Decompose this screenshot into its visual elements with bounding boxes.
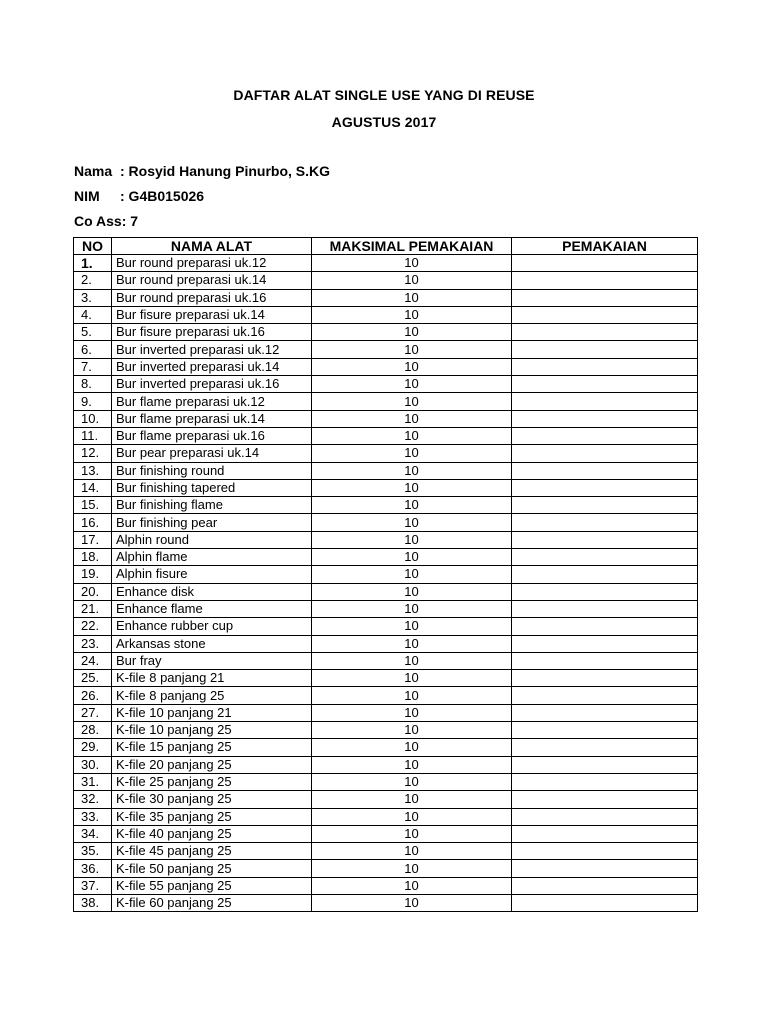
- tool-name-cell: Enhance flame: [112, 600, 312, 617]
- usage-cell: [512, 722, 698, 739]
- header-no: NO: [74, 238, 112, 255]
- max-usage-cell: 10: [312, 358, 512, 375]
- row-number-cell: 8.: [74, 376, 112, 393]
- usage-cell: [512, 479, 698, 496]
- info-nim: [74, 188, 204, 204]
- table-row: [74, 255, 698, 272]
- usage-cell: [512, 341, 698, 358]
- tool-usage-table: [73, 237, 698, 912]
- tool-name-cell: K-file 35 panjang 25: [112, 808, 312, 825]
- max-usage-cell: 10: [312, 427, 512, 444]
- max-usage-cell: 10: [312, 549, 512, 566]
- max-usage-cell: 10: [312, 393, 512, 410]
- tool-name-cell: Alphin flame: [112, 549, 312, 566]
- table-row: [74, 843, 698, 860]
- usage-cell: [512, 791, 698, 808]
- max-usage-cell: 10: [312, 687, 512, 704]
- row-number-cell: 4.: [74, 306, 112, 323]
- tool-name-cell: K-file 60 panjang 25: [112, 894, 312, 911]
- usage-cell: [512, 635, 698, 652]
- tool-name-cell: Bur finishing flame: [112, 497, 312, 514]
- table-row: [74, 687, 698, 704]
- row-number-cell: 13.: [74, 462, 112, 479]
- usage-cell: [512, 652, 698, 669]
- table-row: [74, 635, 698, 652]
- usage-cell: [512, 376, 698, 393]
- usage-cell: [512, 358, 698, 375]
- table-row: [74, 306, 698, 323]
- max-usage-cell: 10: [312, 324, 512, 341]
- max-usage-cell: 10: [312, 531, 512, 548]
- table-row: [74, 393, 698, 410]
- table-row: [74, 618, 698, 635]
- row-number-cell: 33.: [74, 808, 112, 825]
- table-row: [74, 531, 698, 548]
- usage-cell: [512, 704, 698, 721]
- nama-value: : Rosyid Hanung Pinurbo, S.KG: [120, 163, 330, 179]
- max-usage-cell: 10: [312, 462, 512, 479]
- tool-name-cell: Bur fray: [112, 652, 312, 669]
- usage-cell: [512, 289, 698, 306]
- usage-cell: [512, 445, 698, 462]
- info-nama: [74, 163, 330, 179]
- usage-cell: [512, 618, 698, 635]
- max-usage-cell: 10: [312, 808, 512, 825]
- table-row: [74, 289, 698, 306]
- row-number-cell: 18.: [74, 549, 112, 566]
- tool-name-cell: K-file 8 panjang 25: [112, 687, 312, 704]
- row-number-cell: 36.: [74, 860, 112, 877]
- max-usage-cell: 10: [312, 376, 512, 393]
- table-row: [74, 739, 698, 756]
- table-row: [74, 756, 698, 773]
- coass-label: Co Ass: [74, 213, 122, 229]
- max-usage-cell: 10: [312, 670, 512, 687]
- usage-cell: [512, 497, 698, 514]
- table-row: [74, 894, 698, 911]
- nim-label: NIM: [74, 188, 100, 204]
- tool-name-cell: Bur finishing tapered: [112, 479, 312, 496]
- row-number-cell: 7.: [74, 358, 112, 375]
- tool-name-cell: Bur finishing round: [112, 462, 312, 479]
- table-row: [74, 652, 698, 669]
- max-usage-cell: 10: [312, 583, 512, 600]
- tool-name-cell: Enhance rubber cup: [112, 618, 312, 635]
- usage-cell: [512, 773, 698, 790]
- row-number-cell: 28.: [74, 722, 112, 739]
- max-usage-cell: 10: [312, 773, 512, 790]
- row-number-cell: 11.: [74, 427, 112, 444]
- row-number-cell: 20.: [74, 583, 112, 600]
- table-row: [74, 358, 698, 375]
- table-row: [74, 427, 698, 444]
- row-number-cell: 32.: [74, 791, 112, 808]
- usage-cell: [512, 272, 698, 289]
- table-row: [74, 773, 698, 790]
- max-usage-cell: 10: [312, 739, 512, 756]
- usage-cell: [512, 427, 698, 444]
- table-row: [74, 860, 698, 877]
- table-row: [74, 549, 698, 566]
- usage-cell: [512, 549, 698, 566]
- header-maksimal-pemakaian: MAKSIMAL PEMAKAIAN: [312, 238, 512, 255]
- table-row: [74, 479, 698, 496]
- table-row: [74, 877, 698, 894]
- tool-name-cell: Alphin fisure: [112, 566, 312, 583]
- tool-name-cell: Enhance disk: [112, 583, 312, 600]
- usage-cell: [512, 410, 698, 427]
- tool-name-cell: K-file 10 panjang 21: [112, 704, 312, 721]
- coass-value: : 7: [121, 213, 139, 229]
- usage-cell: [512, 462, 698, 479]
- max-usage-cell: 10: [312, 255, 512, 272]
- table-row: [74, 445, 698, 462]
- table-row: [74, 722, 698, 739]
- table-row: [74, 566, 698, 583]
- usage-cell: [512, 843, 698, 860]
- max-usage-cell: 10: [312, 635, 512, 652]
- tool-name-cell: K-file 10 panjang 25: [112, 722, 312, 739]
- table-row: [74, 376, 698, 393]
- usage-cell: [512, 894, 698, 911]
- tool-name-cell: K-file 55 panjang 25: [112, 877, 312, 894]
- row-number-cell: 12.: [74, 445, 112, 462]
- row-number-cell: 31.: [74, 773, 112, 790]
- usage-cell: [512, 306, 698, 323]
- usage-cell: [512, 808, 698, 825]
- tool-name-cell: Bur finishing pear: [112, 514, 312, 531]
- max-usage-cell: 10: [312, 618, 512, 635]
- max-usage-cell: 10: [312, 479, 512, 496]
- max-usage-cell: 10: [312, 860, 512, 877]
- usage-cell: [512, 860, 698, 877]
- row-number-cell: 23.: [74, 635, 112, 652]
- max-usage-cell: 10: [312, 514, 512, 531]
- table-row: [74, 808, 698, 825]
- max-usage-cell: 10: [312, 843, 512, 860]
- max-usage-cell: 10: [312, 272, 512, 289]
- row-number-cell: 26.: [74, 687, 112, 704]
- header-pemakaian: PEMAKAIAN: [512, 238, 698, 255]
- row-number-cell: 3.: [74, 289, 112, 306]
- table-row: [74, 704, 698, 721]
- max-usage-cell: 10: [312, 791, 512, 808]
- row-number-cell: 38.: [74, 894, 112, 911]
- usage-cell: [512, 877, 698, 894]
- tool-name-cell: K-file 30 panjang 25: [112, 791, 312, 808]
- tool-name-cell: Bur inverted preparasi uk.12: [112, 341, 312, 358]
- table-row: [74, 497, 698, 514]
- row-number-cell: 30.: [74, 756, 112, 773]
- usage-cell: [512, 825, 698, 842]
- table-row: [74, 272, 698, 289]
- row-number-cell: 19.: [74, 566, 112, 583]
- tool-name-cell: K-file 15 panjang 25: [112, 739, 312, 756]
- tool-name-cell: Bur inverted preparasi uk.14: [112, 358, 312, 375]
- usage-cell: [512, 687, 698, 704]
- table-body: [74, 255, 698, 912]
- tool-name-cell: Alphin round: [112, 531, 312, 548]
- row-number-cell: 25.: [74, 670, 112, 687]
- row-number-cell: 37.: [74, 877, 112, 894]
- row-number-cell: 29.: [74, 739, 112, 756]
- usage-cell: [512, 670, 698, 687]
- tool-name-cell: Bur round preparasi uk.12: [112, 255, 312, 272]
- row-number-cell: 9.: [74, 393, 112, 410]
- row-number-cell: 27.: [74, 704, 112, 721]
- max-usage-cell: 10: [312, 341, 512, 358]
- row-number-cell: 16.: [74, 514, 112, 531]
- document-title: DAFTAR ALAT SINGLE USE YANG DI REUSE: [233, 87, 535, 103]
- usage-cell: [512, 600, 698, 617]
- table-row: [74, 825, 698, 842]
- info-coass: [74, 213, 138, 229]
- row-number-cell: 35.: [74, 843, 112, 860]
- nama-label: Nama: [74, 163, 113, 179]
- max-usage-cell: 10: [312, 289, 512, 306]
- tool-name-cell: Bur flame preparasi uk.12: [112, 393, 312, 410]
- usage-cell: [512, 393, 698, 410]
- max-usage-cell: 10: [312, 704, 512, 721]
- tool-name-cell: Bur inverted preparasi uk.16: [112, 376, 312, 393]
- tool-name-cell: Bur fisure preparasi uk.16: [112, 324, 312, 341]
- max-usage-cell: 10: [312, 877, 512, 894]
- table-row: [74, 324, 698, 341]
- usage-cell: [512, 531, 698, 548]
- max-usage-cell: 10: [312, 600, 512, 617]
- tool-name-cell: Bur flame preparasi uk.14: [112, 410, 312, 427]
- max-usage-cell: 10: [312, 306, 512, 323]
- row-number-cell: 34.: [74, 825, 112, 842]
- tool-name-cell: K-file 40 panjang 25: [112, 825, 312, 842]
- max-usage-cell: 10: [312, 566, 512, 583]
- max-usage-cell: 10: [312, 497, 512, 514]
- tool-name-cell: K-file 45 panjang 25: [112, 843, 312, 860]
- usage-cell: [512, 324, 698, 341]
- row-number-cell: 10.: [74, 410, 112, 427]
- tool-name-cell: Bur round preparasi uk.14: [112, 272, 312, 289]
- row-number-cell: 2.: [74, 272, 112, 289]
- tool-name-cell: K-file 8 panjang 21: [112, 670, 312, 687]
- table-row: [74, 583, 698, 600]
- row-number-cell: 1.: [74, 255, 112, 272]
- row-number-cell: 21.: [74, 600, 112, 617]
- header-nama-alat: NAMA ALAT: [112, 238, 312, 255]
- tool-name-cell: Bur pear preparasi uk.14: [112, 445, 312, 462]
- usage-cell: [512, 255, 698, 272]
- table-row: [74, 341, 698, 358]
- table-row: [74, 600, 698, 617]
- tool-name-cell: K-file 25 panjang 25: [112, 773, 312, 790]
- max-usage-cell: 10: [312, 410, 512, 427]
- max-usage-cell: 10: [312, 445, 512, 462]
- tool-name-cell: K-file 50 panjang 25: [112, 860, 312, 877]
- row-number-cell: 17.: [74, 531, 112, 548]
- row-number-cell: 22.: [74, 618, 112, 635]
- max-usage-cell: 10: [312, 652, 512, 669]
- max-usage-cell: 10: [312, 756, 512, 773]
- tool-name-cell: Bur flame preparasi uk.16: [112, 427, 312, 444]
- table-row: [74, 670, 698, 687]
- tool-name-cell: K-file 20 panjang 25: [112, 756, 312, 773]
- row-number-cell: 15.: [74, 497, 112, 514]
- table-header-row: [74, 238, 698, 255]
- table-row: [74, 791, 698, 808]
- max-usage-cell: 10: [312, 825, 512, 842]
- nim-value: : G4B015026: [120, 188, 205, 204]
- row-number-cell: 6.: [74, 341, 112, 358]
- usage-cell: [512, 739, 698, 756]
- row-number-cell: 5.: [74, 324, 112, 341]
- usage-cell: [512, 583, 698, 600]
- tool-name-cell: Bur round preparasi uk.16: [112, 289, 312, 306]
- document-subtitle-period: AGUSTUS 2017: [331, 114, 437, 130]
- tool-name-cell: Bur fisure preparasi uk.14: [112, 306, 312, 323]
- table-row: [74, 462, 698, 479]
- usage-cell: [512, 756, 698, 773]
- row-number-cell: 24.: [74, 652, 112, 669]
- usage-cell: [512, 514, 698, 531]
- usage-cell: [512, 566, 698, 583]
- max-usage-cell: 10: [312, 722, 512, 739]
- table-row: [74, 410, 698, 427]
- table-row: [74, 514, 698, 531]
- max-usage-cell: 10: [312, 894, 512, 911]
- row-number-cell: 14.: [74, 479, 112, 496]
- tool-name-cell: Arkansas stone: [112, 635, 312, 652]
